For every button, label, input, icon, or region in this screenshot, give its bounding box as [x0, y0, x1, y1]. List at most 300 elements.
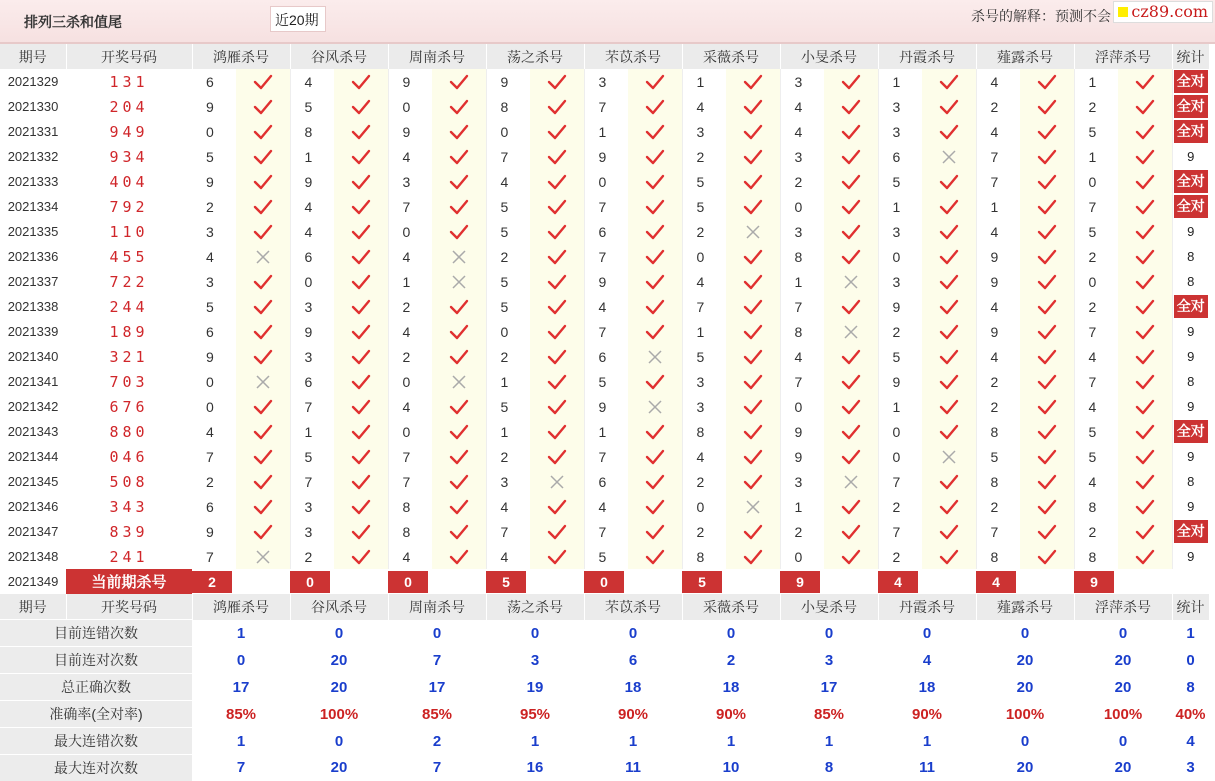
stats-value: 18 [682, 674, 780, 701]
kill-number: 2 [878, 494, 922, 519]
stats-value: 85% [780, 701, 878, 728]
check-icon [726, 344, 780, 369]
check-icon [726, 319, 780, 344]
kill-number: 5 [1074, 419, 1118, 444]
check-icon [726, 444, 780, 469]
check-icon [1020, 419, 1074, 444]
kill-number: 7 [1074, 319, 1118, 344]
table-row [0, 244, 1209, 269]
issue-number: 2021339 [0, 319, 66, 344]
kill-number: 8 [780, 319, 824, 344]
check-icon [334, 144, 388, 169]
kill-number: 4 [682, 94, 726, 119]
stats-row [0, 755, 1209, 781]
table-row [0, 544, 1209, 569]
kill-number: 2 [682, 519, 726, 544]
winning-number: 934 [66, 144, 192, 169]
check-icon [236, 269, 290, 294]
kill-number: 5 [682, 169, 726, 194]
cross-icon [628, 344, 682, 369]
all-correct-badge: 全对 [1174, 420, 1209, 443]
stats-row [0, 701, 1209, 728]
page-title: 排列三杀和值尾 [24, 12, 122, 32]
kill-number: 9 [192, 344, 236, 369]
check-icon [628, 444, 682, 469]
kill-number: 7 [878, 469, 922, 494]
stats-value: 1 [192, 728, 290, 755]
row-total: 9 [1172, 219, 1209, 244]
kill-number: 4 [584, 294, 628, 319]
check-icon [432, 194, 486, 219]
check-icon [1118, 69, 1172, 94]
check-icon [334, 319, 388, 344]
check-icon [824, 94, 878, 119]
kill-number: 7 [192, 444, 236, 469]
kill-number: 7 [290, 469, 334, 494]
check-icon [726, 369, 780, 394]
kill-number: 1 [682, 69, 726, 94]
kill-number: 8 [388, 519, 432, 544]
kill-number: 0 [290, 269, 334, 294]
check-icon [1020, 469, 1074, 494]
issue-number: 2021340 [0, 344, 66, 369]
kill-number: 2 [780, 169, 824, 194]
winning-number: 880 [66, 419, 192, 444]
current-kill-cell [584, 569, 682, 594]
current-kill-cell [388, 569, 486, 594]
stats-row [0, 674, 1209, 701]
check-icon [726, 194, 780, 219]
stats-value: 85% [192, 701, 290, 728]
kill-number: 3 [682, 394, 726, 419]
check-icon [1020, 319, 1074, 344]
header-repeat-col-11: 浮萍杀号 [1074, 594, 1172, 620]
check-icon [334, 194, 388, 219]
stats-value: 20 [1074, 755, 1172, 781]
table-row [0, 469, 1209, 494]
kill-number: 2 [682, 144, 726, 169]
header-col-5: 荡之杀号 [486, 44, 584, 69]
stats-value: 0 [976, 728, 1074, 755]
current-kill-number: 0 [584, 571, 624, 593]
check-icon [726, 544, 780, 569]
header-col-12: 统计 [1172, 44, 1209, 69]
row-total: 8 [1172, 369, 1209, 394]
kill-number: 5 [584, 369, 628, 394]
current-kill-number: 5 [682, 571, 722, 593]
kill-number: 5 [682, 194, 726, 219]
table-row [0, 144, 1209, 169]
check-icon [432, 394, 486, 419]
check-icon [824, 144, 878, 169]
kill-number: 2 [1074, 244, 1118, 269]
kill-number: 7 [976, 519, 1020, 544]
stats-row [0, 620, 1209, 647]
check-icon [530, 394, 584, 419]
kill-number: 2 [388, 294, 432, 319]
check-icon [824, 544, 878, 569]
stats-value: 20 [1074, 674, 1172, 701]
stats-value: 18 [878, 674, 976, 701]
kill-number: 3 [388, 169, 432, 194]
check-icon [236, 494, 290, 519]
kill-number: 3 [192, 219, 236, 244]
stats-value: 3 [1172, 755, 1209, 781]
kill-number: 7 [584, 244, 628, 269]
kill-number: 8 [1074, 494, 1118, 519]
winning-number: 131 [66, 69, 192, 94]
check-icon [334, 544, 388, 569]
table-row [0, 444, 1209, 469]
check-icon [530, 94, 584, 119]
header-col-7: 采薇杀号 [682, 44, 780, 69]
check-icon [1118, 194, 1172, 219]
kill-number: 3 [682, 119, 726, 144]
kill-number-table [0, 44, 1210, 781]
kill-number: 2 [976, 369, 1020, 394]
stats-value: 0 [1074, 620, 1172, 647]
check-icon [726, 244, 780, 269]
kill-number: 9 [976, 269, 1020, 294]
check-icon [530, 344, 584, 369]
kill-number: 4 [1074, 394, 1118, 419]
check-icon [922, 494, 976, 519]
period-select[interactable]: 近20期 [270, 6, 326, 32]
kill-number: 5 [290, 444, 334, 469]
issue-number: 2021341 [0, 369, 66, 394]
stats-value: 20 [290, 647, 388, 674]
kill-number: 8 [682, 419, 726, 444]
check-icon [824, 444, 878, 469]
header-repeat-col-5: 荡之杀号 [486, 594, 584, 620]
check-icon [1118, 294, 1172, 319]
check-icon [334, 244, 388, 269]
header-repeat-col-2: 鸿雁杀号 [192, 594, 290, 620]
kill-number: 4 [290, 219, 334, 244]
check-icon [334, 419, 388, 444]
kill-number: 2 [1074, 94, 1118, 119]
stats-label: 总正确次数 [0, 674, 192, 701]
check-icon [530, 444, 584, 469]
kill-number: 1 [388, 269, 432, 294]
issue-number: 2021330 [0, 94, 66, 119]
stats-value: 11 [878, 755, 976, 781]
kill-number: 0 [584, 169, 628, 194]
check-icon [1118, 519, 1172, 544]
row-total: 9 [1172, 144, 1209, 169]
stats-label: 最大连对次数 [0, 755, 192, 781]
check-icon [726, 269, 780, 294]
kill-number: 9 [584, 269, 628, 294]
check-icon [824, 419, 878, 444]
check-icon [236, 294, 290, 319]
current-kill-number: 5 [486, 571, 526, 593]
stats-value: 7 [388, 755, 486, 781]
kill-number: 0 [388, 219, 432, 244]
header-col-0: 期号 [0, 44, 66, 69]
stats-value: 20 [290, 755, 388, 781]
header-col-2: 鸿雁杀号 [192, 44, 290, 69]
check-icon [530, 219, 584, 244]
winning-number: 455 [66, 244, 192, 269]
check-icon [432, 144, 486, 169]
check-icon [1118, 369, 1172, 394]
check-icon [432, 119, 486, 144]
current-kill-number: 2 [192, 571, 232, 593]
kill-number: 5 [290, 94, 334, 119]
cross-icon [432, 244, 486, 269]
stats-value: 1 [584, 728, 682, 755]
stats-value: 90% [878, 701, 976, 728]
header-repeat-col-0: 期号 [0, 594, 66, 620]
check-icon [1118, 419, 1172, 444]
header-repeat-col-6: 芣苡杀号 [584, 594, 682, 620]
kill-number: 5 [486, 269, 530, 294]
kill-number: 1 [584, 419, 628, 444]
kill-number: 3 [290, 519, 334, 544]
check-icon [628, 494, 682, 519]
kill-number: 0 [388, 94, 432, 119]
kill-number: 0 [486, 119, 530, 144]
kill-number: 4 [584, 494, 628, 519]
check-icon [236, 144, 290, 169]
kill-number: 8 [682, 544, 726, 569]
stats-row [0, 647, 1209, 674]
stats-value: 1 [780, 728, 878, 755]
check-icon [236, 444, 290, 469]
check-icon [726, 469, 780, 494]
check-icon [1118, 494, 1172, 519]
check-icon [726, 169, 780, 194]
check-icon [1020, 294, 1074, 319]
check-icon [236, 519, 290, 544]
issue-number: 2021347 [0, 519, 66, 544]
winning-number: 792 [66, 194, 192, 219]
kill-number: 7 [584, 319, 628, 344]
table-row [0, 419, 1209, 444]
kill-number: 0 [486, 319, 530, 344]
check-icon [432, 169, 486, 194]
kill-number: 7 [192, 544, 236, 569]
check-icon [628, 119, 682, 144]
stats-value: 18 [584, 674, 682, 701]
check-icon [236, 469, 290, 494]
check-icon [824, 194, 878, 219]
stats-value: 40% [1172, 701, 1209, 728]
kill-number: 3 [878, 269, 922, 294]
current-kill-number: 9 [780, 571, 820, 593]
kill-number: 2 [1074, 294, 1118, 319]
check-icon [922, 119, 976, 144]
check-icon [1118, 319, 1172, 344]
kill-number: 1 [878, 69, 922, 94]
kill-number: 4 [682, 444, 726, 469]
stats-value: 8 [1172, 674, 1209, 701]
stats-value: 0 [388, 620, 486, 647]
all-correct-badge: 全对 [1174, 295, 1209, 318]
kill-number: 1 [1074, 144, 1118, 169]
header-col-1: 开奖号码 [66, 44, 192, 69]
check-icon [1118, 94, 1172, 119]
check-icon [1118, 169, 1172, 194]
kill-number: 1 [486, 419, 530, 444]
kill-number: 4 [192, 244, 236, 269]
issue-number: 2021336 [0, 244, 66, 269]
check-icon [334, 169, 388, 194]
check-icon [530, 169, 584, 194]
kill-number: 3 [192, 269, 236, 294]
check-icon [236, 194, 290, 219]
current-kill-number: 0 [290, 571, 330, 593]
kill-number: 0 [878, 444, 922, 469]
kill-number: 2 [878, 544, 922, 569]
current-kill-number: 9 [1074, 571, 1114, 593]
kill-number: 9 [192, 519, 236, 544]
kill-number: 4 [486, 169, 530, 194]
kill-number: 7 [878, 519, 922, 544]
check-icon [1020, 269, 1074, 294]
issue-number: 2021346 [0, 494, 66, 519]
stats-value: 4 [1172, 728, 1209, 755]
kill-number: 6 [584, 219, 628, 244]
stats-value: 0 [682, 620, 780, 647]
check-icon [334, 119, 388, 144]
kill-number: 9 [878, 369, 922, 394]
cross-icon [726, 219, 780, 244]
table-row [0, 219, 1209, 244]
check-icon [726, 144, 780, 169]
kill-number: 0 [682, 244, 726, 269]
header-repeat-col-4: 周南杀号 [388, 594, 486, 620]
winning-number: 204 [66, 94, 192, 119]
kill-number: 9 [878, 294, 922, 319]
issue-number: 2021332 [0, 144, 66, 169]
cross-icon [530, 469, 584, 494]
row-total [1172, 119, 1209, 144]
kill-number: 5 [682, 344, 726, 369]
stats-value: 2 [388, 728, 486, 755]
kill-number: 1 [290, 419, 334, 444]
check-icon [236, 69, 290, 94]
kill-number: 4 [682, 269, 726, 294]
kill-number: 5 [192, 294, 236, 319]
check-icon [628, 194, 682, 219]
check-icon [1020, 119, 1074, 144]
table-row [0, 369, 1209, 394]
kill-number: 7 [976, 169, 1020, 194]
check-icon [922, 69, 976, 94]
row-total [1172, 169, 1209, 194]
stats-value: 19 [486, 674, 584, 701]
kill-number: 8 [486, 94, 530, 119]
kill-number: 6 [192, 494, 236, 519]
kill-number: 3 [584, 69, 628, 94]
issue-number: 2021344 [0, 444, 66, 469]
check-icon [236, 344, 290, 369]
kill-number: 0 [878, 419, 922, 444]
explain-link[interactable]: 杀号的解释：预测不会 [971, 6, 1111, 26]
winning-number: 110 [66, 219, 192, 244]
all-correct-badge: 全对 [1174, 95, 1209, 118]
kill-number: 0 [780, 194, 824, 219]
kill-number: 9 [192, 169, 236, 194]
stats-label: 目前连错次数 [0, 620, 192, 647]
check-icon [726, 394, 780, 419]
check-icon [432, 319, 486, 344]
cross-icon [236, 544, 290, 569]
stats-value: 100% [1074, 701, 1172, 728]
kill-number: 0 [682, 494, 726, 519]
stats-value: 4 [878, 647, 976, 674]
kill-number: 1 [878, 394, 922, 419]
check-icon [922, 369, 976, 394]
winning-number: 046 [66, 444, 192, 469]
logo-square-icon [1118, 7, 1128, 17]
kill-number: 8 [976, 419, 1020, 444]
cross-icon [726, 494, 780, 519]
check-icon [530, 419, 584, 444]
stats-value: 85% [388, 701, 486, 728]
current-kill-cell [780, 569, 878, 594]
check-icon [824, 119, 878, 144]
kill-number: 3 [486, 469, 530, 494]
kill-number: 1 [682, 319, 726, 344]
check-icon [1118, 394, 1172, 419]
stats-value: 20 [976, 674, 1074, 701]
check-icon [1118, 469, 1172, 494]
table-row [0, 519, 1209, 544]
check-icon [1118, 444, 1172, 469]
kill-number: 4 [388, 394, 432, 419]
check-icon [334, 519, 388, 544]
kill-number: 2 [976, 494, 1020, 519]
kill-number: 2 [192, 469, 236, 494]
table-header-repeat [0, 594, 1209, 620]
winning-number: 241 [66, 544, 192, 569]
check-icon [334, 269, 388, 294]
check-icon [1020, 69, 1074, 94]
stats-value: 100% [290, 701, 388, 728]
kill-number: 1 [976, 194, 1020, 219]
check-icon [530, 144, 584, 169]
table-row [0, 69, 1209, 94]
check-icon [432, 344, 486, 369]
kill-number: 8 [976, 544, 1020, 569]
check-icon [824, 369, 878, 394]
kill-number: 4 [780, 119, 824, 144]
row-total [1172, 519, 1209, 544]
table-row [0, 344, 1209, 369]
check-icon [824, 519, 878, 544]
kill-number: 3 [682, 369, 726, 394]
issue-number: 2021333 [0, 169, 66, 194]
check-icon [530, 319, 584, 344]
table-row [0, 269, 1209, 294]
header-col-10: 薤露杀号 [976, 44, 1074, 69]
check-icon [922, 94, 976, 119]
check-icon [334, 444, 388, 469]
winning-number: 508 [66, 469, 192, 494]
header-repeat-col-1: 开奖号码 [66, 594, 192, 620]
kill-number: 2 [486, 344, 530, 369]
check-icon [628, 519, 682, 544]
header-repeat-col-12: 统计 [1172, 594, 1209, 620]
kill-number: 3 [780, 144, 824, 169]
kill-number: 8 [388, 494, 432, 519]
kill-number: 4 [290, 69, 334, 94]
check-icon [1020, 544, 1074, 569]
kill-number: 0 [780, 394, 824, 419]
